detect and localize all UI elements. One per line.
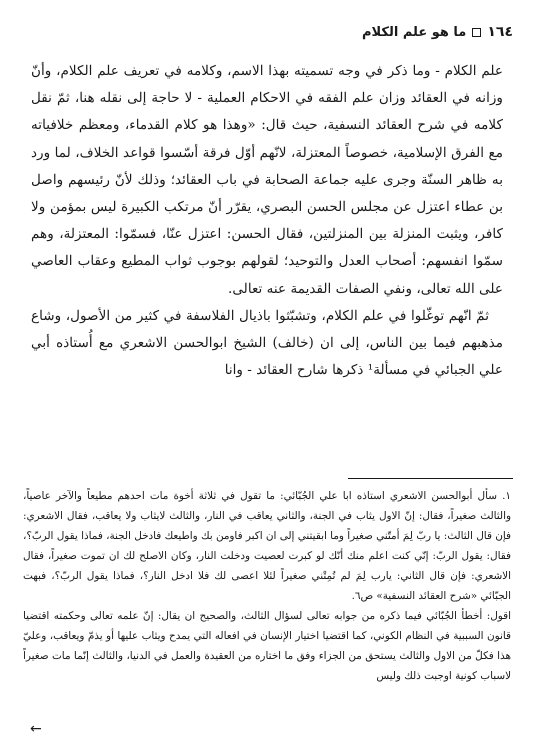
footnote: ١. سأل أبوالحسن الاشعري استاذه ابا علي الجُبّائي: ما تقول في ثلاثة أخوة مات احدهم مطيعاً والآخر عاصياً، والثالث صغيراً، فقال: إنّ الاول يثاب في الجنة، والثاني يعاقب في النار، والثالث لايثاب ولا يعاقب، فقال الاشعري: فإن قال الثالث: يا ربّ لِمَ أمتّني صغيراً وما ابقيتني إلى ان اكبر فاومن بك واطيعك فادخل الجنة، فماذا يقول الربّ؟، فقال: يقول الربّ: إنّي كنت اعلم منك أنّك لو كبرت لعصيت ودخلت النار، وكان الاصلح لك ان تموت صغيراً، فقال الاشعري: فإن قال الثاني: يارب لِمَ لم تُمِتْني صغيراً لئلا اعصى لك فلا ادخل النار؟، فماذا يقول الربّ؟، فبهت الجبّائي «شرح العقائد النسفية» ص٦. — [23, 490, 511, 602]
header-separator-icon — [472, 28, 481, 37]
continuation-arrow-icon: ← — [30, 721, 42, 737]
paragraph: علم الكلام - وما ذكر في وجه تسميته بهذا الاسم، وكلامه في تعريف علم الكلام، وأنّ وزانه في العقائد وزان علم الفقه في الاحكام العملية - لا حاجة إلى نقله هنا، ثمّ نقل كلامه في شرح العقائد النسفية، حيث قال: «وهذا هو كلام القدماء، ومعظم خلافياته مع الفرق الإسلامية، خصوصاً المعتزلة، لانّهم أوّل فرقة أسّسوا قواعد الخلاف، لما ورد به ظاهر السنّة وجرى عليه جماعة الصحابة في باب العقائد؛ وذلك لأنّ رئيسهم واصل بن عطاء اعتزل عن مجلس الحسن البصري، يقرّر أنّ مرتكب الكبيرة ليس بمؤمن ولا كافر، ويثبت المنزلة بين المنزلتين، فقال الحسن: اعتزل عنّا، فسمّوا: المعتزلة، وهم سمّوا انفسهم: أصحاب العدل والتوحيد؛ لقولهم بوجوب ثواب المطيع وعقاب العاصي على الله تعالى، ونفي الصفات القديمة عنه تعالى. — [31, 63, 503, 297]
footnote: اقول: أخطأ الجُبّائي فيما ذكره من جوابه تعالى لسؤال الثالث، والصحيح ان يقال: إنّ علمه تعالى وحكمته اقتضيا قانون السببية في النظام الكوني، كما اقتضيا اختيار الإنسان في افعاله التي يمدح ويثاب عليها أو يذمّ ويعاقب، وعليّ هذا فكلّ من الاول والثالث يستحق من الجزاء وفق ما اختاره من العقيدة والعمل في الدنيا، والثالث إنّما مات صغيراً لاسباب كونية اوجبت ذلك وليس — [23, 610, 511, 682]
main-text — [31, 58, 503, 384]
footnotes — [23, 486, 511, 686]
page-header — [21, 22, 513, 42]
footnote-divider — [348, 478, 513, 479]
running-title: ما هو علم الكلام — [362, 24, 467, 40]
paragraph: ثمّ انّهم توغّلوا في علم الكلام، وتشبّثوا باذيال الفلاسفة في كثير من الأصول، وشاع مذهبهم فيما بين الناس، إلى ان (خالف) الشيخ ابوالحسن الاشعري مع أُستاذه أبي علي الجبائي في مسألة¹ ذكرها شارح العقائد - وانا — [31, 307, 503, 379]
page-number: ١٦٤ — [487, 24, 513, 40]
